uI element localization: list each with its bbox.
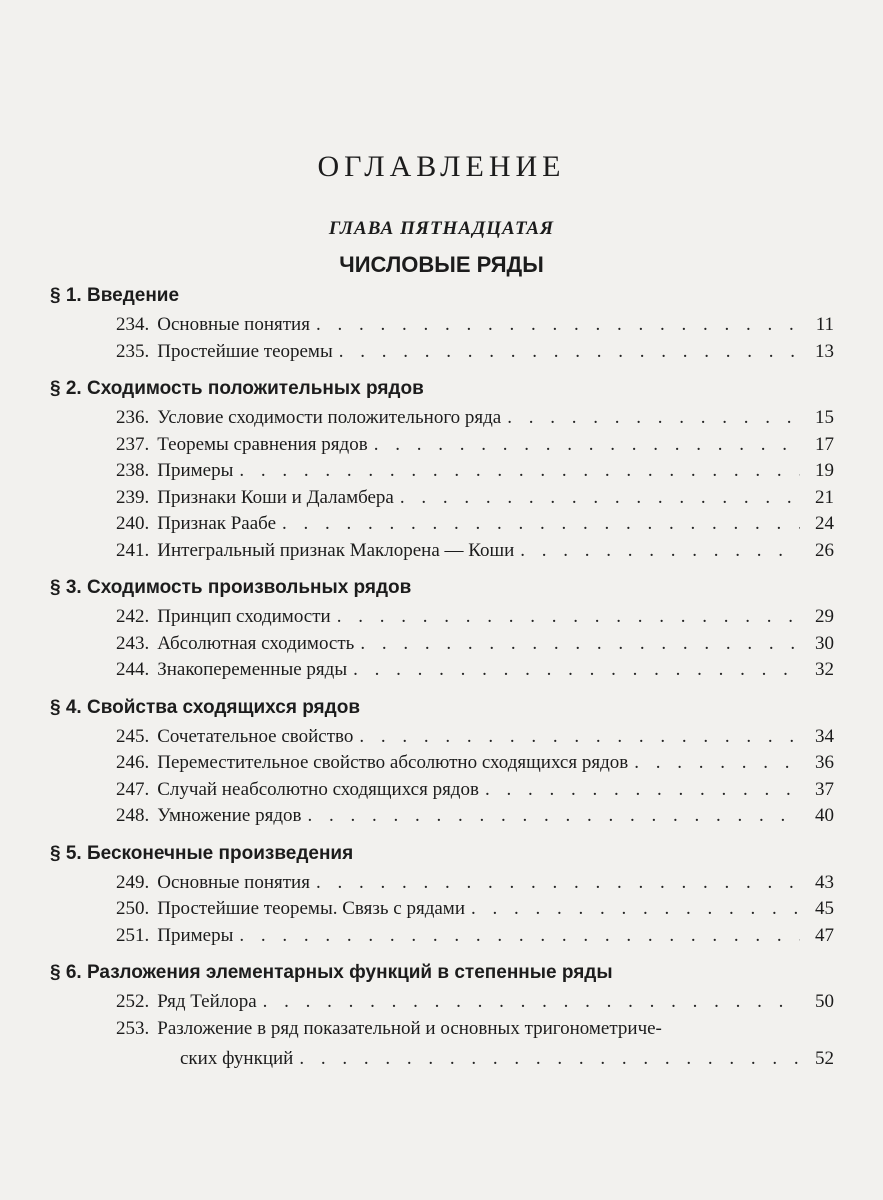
entry-page: 11 [815,314,834,335]
entry-page: 43 [815,871,834,893]
entry-number: 239. [116,486,150,508]
entry-title: Принцип сходимости [157,606,331,627]
toc-entry [50,631,834,658]
entry-number: 235. [116,340,150,362]
toc-entry [50,657,834,684]
leader-dots [360,631,800,657]
entry-page: 13 [815,340,834,362]
leader-dots [507,405,800,431]
table-of-contents [50,282,834,1072]
leader-dots [316,870,800,896]
entry-title-continuation: ских функций [180,1047,294,1069]
entry-number: 252. [116,991,150,1012]
entry-page: 50 [815,991,834,1012]
chapter-label: ГЛАВА ПЯТНАДЦАТАЯ [328,218,555,239]
entry-number: 240. [116,513,150,534]
entry-page: 17 [815,433,834,455]
entry-page: 37 [815,778,834,800]
leader-dots [359,724,800,750]
entry-title: Сочетательное свойство [157,725,354,747]
entry-page: 30 [815,632,834,654]
entry-title: Условие сходимости положительного ряда [157,407,502,428]
entry-number: 245. [116,725,150,747]
toc-entry [50,432,834,459]
entry-number: 249. [116,871,150,893]
entry-page: 26 [815,539,834,561]
entry-title: Разложение в ряд показательной и основных тригонометриче- [157,1017,662,1039]
toc-entry [50,777,834,804]
entry-page: 52 [815,1047,834,1069]
section-heading: § 5. Бесконечные произведения [50,842,354,864]
entry-page: 29 [815,606,834,627]
leader-dots [471,896,800,922]
entry-title: Знакопеременные ряды [157,659,348,680]
entry-page: 40 [815,805,834,826]
entry-number: 251. [116,924,150,946]
entry-number: 244. [116,659,150,680]
leader-dots [339,339,800,365]
leader-dots [239,923,800,949]
toc-entry [50,1016,834,1046]
entry-title: Простейшие теоремы. Связь с рядами [157,898,465,919]
entry-page: 32 [815,659,834,680]
toc-entry [50,923,834,950]
entry-title: Теоремы сравнения рядов [157,433,368,455]
leader-dots [282,511,800,537]
entry-number: 250. [116,898,150,919]
toc-entry [50,604,834,631]
leader-dots [520,538,800,564]
leader-dots [400,485,800,511]
leader-dots [353,657,800,683]
entry-title: Простейшие теоремы [157,340,333,362]
section-heading: § 4. Свойства сходящихся рядов [50,696,360,718]
leader-dots [239,458,800,484]
entry-page: 21 [815,486,834,508]
entry-number: 242. [116,606,150,627]
entry-title: Признаки Коши и Даламбера [157,486,394,508]
entry-number: 246. [116,752,150,773]
entry-number: 248. [116,805,150,826]
page-title: ОГЛАВЛЕНИЕ [317,150,566,183]
leader-dots [374,432,800,458]
entry-number: 253. [116,1017,150,1039]
leader-dots [263,989,800,1015]
toc-entry [50,458,834,485]
section-heading: § 6. Разложения элементарных функций в степенные ряды [50,962,613,983]
entry-page: 34 [815,725,834,747]
entry-title: Случай неабсолютно сходящихся рядов [157,778,479,800]
entry-number: 234. [116,314,150,335]
section-heading: § 2. Сходимость положительных рядов [50,378,424,399]
entry-title: Признак Раабе [157,513,277,534]
entry-title: Абсолютная сходимость [157,632,355,654]
entry-title: Ряд Тейлора [157,991,257,1012]
entry-number: 241. [116,539,150,561]
toc-entry [50,896,834,923]
toc-entry [50,339,834,366]
toc-entry [50,750,834,777]
leader-dots [634,750,800,776]
toc-entry [50,989,834,1016]
entry-page: 19 [815,460,834,481]
leader-dots [337,604,800,630]
chapter-title: ЧИСЛОВЫЕ РЯДЫ [339,252,544,277]
entry-number: 243. [116,632,150,654]
toc-entry [50,405,834,432]
toc-entry [50,724,834,751]
leader-dots [316,312,800,338]
entry-title: Интегральный признак Маклорена — Коши [157,539,515,561]
entry-title: Примеры [157,460,234,481]
entry-page: 45 [815,898,834,919]
entry-page: 47 [815,924,834,946]
entry-page: 36 [815,752,834,773]
toc-entry [50,312,834,339]
leader-dots [485,777,800,803]
entry-page: 15 [815,407,834,428]
entry-number: 247. [116,778,150,800]
toc-entry-continuation [50,1046,834,1073]
toc-entry [50,870,834,897]
section-heading: § 3. Сходимость произвольных рядов [50,577,412,598]
entry-number: 238. [116,460,150,481]
leader-dots [307,803,800,829]
entry-title: Переместительное свойство абсолютно сходящихся рядов [157,752,629,773]
toc-entry [50,485,834,512]
toc-entry [50,538,834,565]
entry-number: 236. [116,407,150,428]
toc-entry [50,803,834,830]
entry-number: 237. [116,433,150,455]
section-heading: § 1. Введение [50,285,180,306]
entry-page: 24 [815,513,834,534]
leader-dots [299,1046,800,1072]
entry-title: Основные понятия [157,314,310,335]
toc-entry [50,511,834,538]
entry-title: Примеры [157,924,234,946]
entry-title: Основные понятия [157,871,310,893]
entry-title: Умножение рядов [157,805,302,826]
